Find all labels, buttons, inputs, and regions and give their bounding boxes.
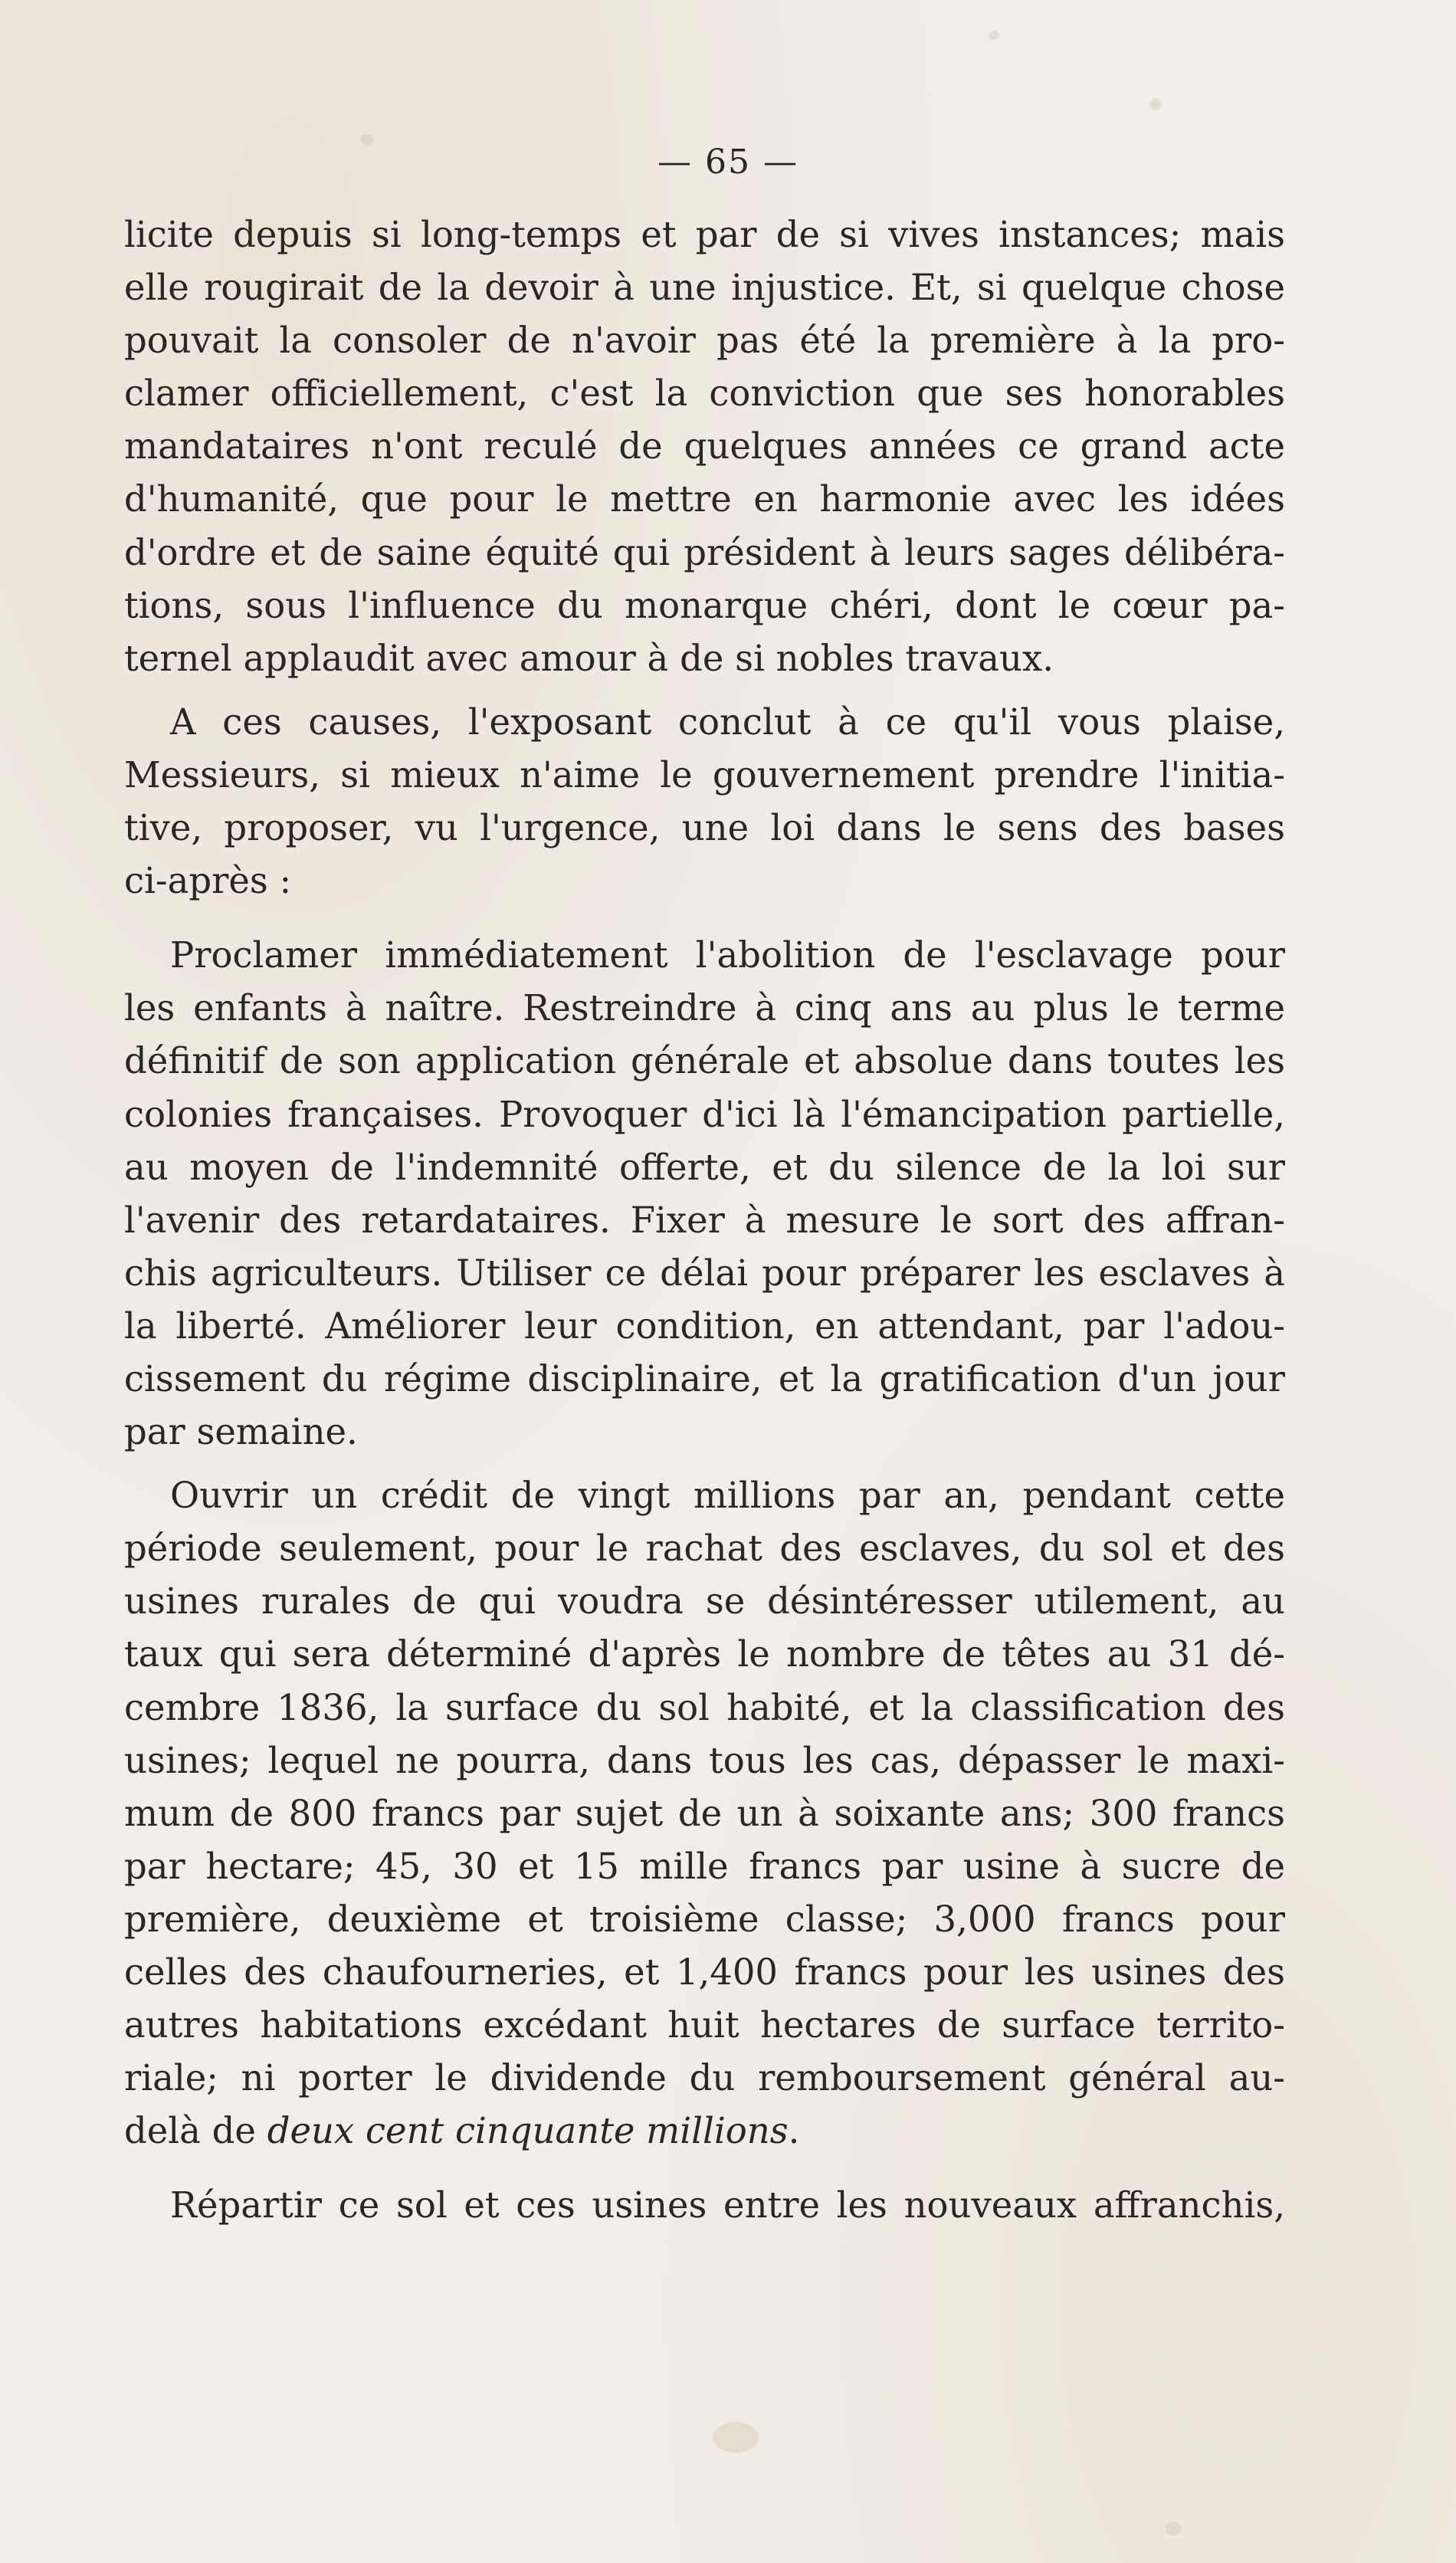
text-line: autres habitations excédant huit hectares de surface territo- [124,2004,1285,2046]
text-line: les enfants à naître. Restreindre à cinq ans au plus le terme [124,987,1285,1029]
body-text [124,208,1285,2232]
text-line: chis agriculteurs. Utiliser ce délai pour préparer les esclaves à [124,1252,1285,1294]
text-line: cissement du régime disciplinaire, et la gratification d'un jour [124,1357,1285,1400]
paper-stain [713,2422,759,2453]
text-line: tive, proposer, vu l'urgence, une loi dans le sens des bases [124,807,1285,849]
text-line-with-italic [124,2105,1285,2158]
text-line: période seulement, pour le rachat des esclaves, du sol et des [124,1528,1285,1570]
text-line: Messieurs, si mieux n'aime le gouvernement prendre l'initia- [124,753,1285,796]
paragraph-4 [124,1469,1285,2158]
text-line: Ouvrir un crédit de vingt millions par an, pendant cette [170,1475,1285,1517]
paragraph-1 [124,208,1285,685]
text-line: cembre 1836, la surface du sol habité, et la classification des [124,1686,1285,1728]
text-fragment: delà de [124,2110,267,2152]
text-line: d'ordre et de saine équité qui président à leurs sages délibéra- [124,531,1285,573]
text-line: colonies françaises. Provoquer d'ici là l'émancipation partielle, [124,1093,1285,1135]
text-line: licite depuis si long-temps et par de si vives instances; mais [124,214,1285,255]
text-line: au moyen de l'indemnité offerte, et du silence de la loi sur [124,1146,1285,1188]
paper-stain [989,31,999,40]
paragraph-3 [124,929,1285,1459]
text-line: d'humanité, que pour le mettre en harmonie avec les idées [124,478,1285,520]
text-line: taux qui sera déterminé d'après le nombre de têtes au 31 dé- [124,1633,1285,1675]
text-line: la liberté. Améliorer leur condition, en attendant, par l'adou- [124,1304,1285,1347]
text-line: tions, sous l'influence du monarque chéri, dont le cœur pa- [124,584,1285,626]
text-line: ci-après : [124,860,292,902]
paper-stain [1165,2522,1182,2535]
text-line: Répartir ce sol et ces usines entre les nouveaux affranchis, [170,2184,1285,2227]
text-line: usines rurales de qui voudra se désintéresser utilement, au [124,1580,1285,1623]
text-line: Proclamer immédiatement l'abolition de l'esclavage pour [170,934,1285,976]
text-line: celles des chaufourneries, et 1,400 francs pour les usines des [124,1951,1285,1993]
text-line: riale; ni porter le dividende du remboursement général au- [124,2057,1285,2099]
text-line: l'avenir des retardataires. Fixer à mesure le sort des affran- [124,1199,1285,1241]
text-line: mandataires n'ont reculé de quelques années ce grand acte [124,425,1285,468]
text-line: ternel applaudit avec amour à de si nobles travaux. [124,637,1054,679]
text-line: définitif de son application générale et absolue dans toutes les [124,1040,1285,1082]
text-line: usines; lequel ne pourra, dans tous les cas, dépasser le maxi- [124,1739,1285,1781]
paragraph-2 [124,696,1285,907]
paragraph-5 [124,2179,1285,2232]
text-line: par semaine. [124,1411,358,1453]
text-line: mum de 800 francs par sujet de un à soixante ans; 300 francs [124,1792,1285,1834]
text-line: clamer officiellement, c'est la conviction que ses honorables [124,372,1285,415]
text-line: pouvait la consoler de n'avoir pas été la première à la pro- [124,320,1285,362]
text-line: par hectare; 45, 30 et 15 mille francs par usine à sucre de [124,1845,1285,1887]
text-line: A ces causes, l'exposant conclut à ce qu'il vous plaise, [170,701,1285,743]
text-line: première, deuxième et troisième classe; 3,000 francs pour [124,1898,1285,1940]
paper-stain [1149,98,1162,110]
page-number: — 65 — [657,143,799,182]
text-fragment: . [788,2110,800,2152]
italic-phrase: deux cent cinquante millions [267,2110,789,2152]
text-line: elle rougirait de la devoir à une injustice. Et, si quelque chose [124,267,1285,309]
